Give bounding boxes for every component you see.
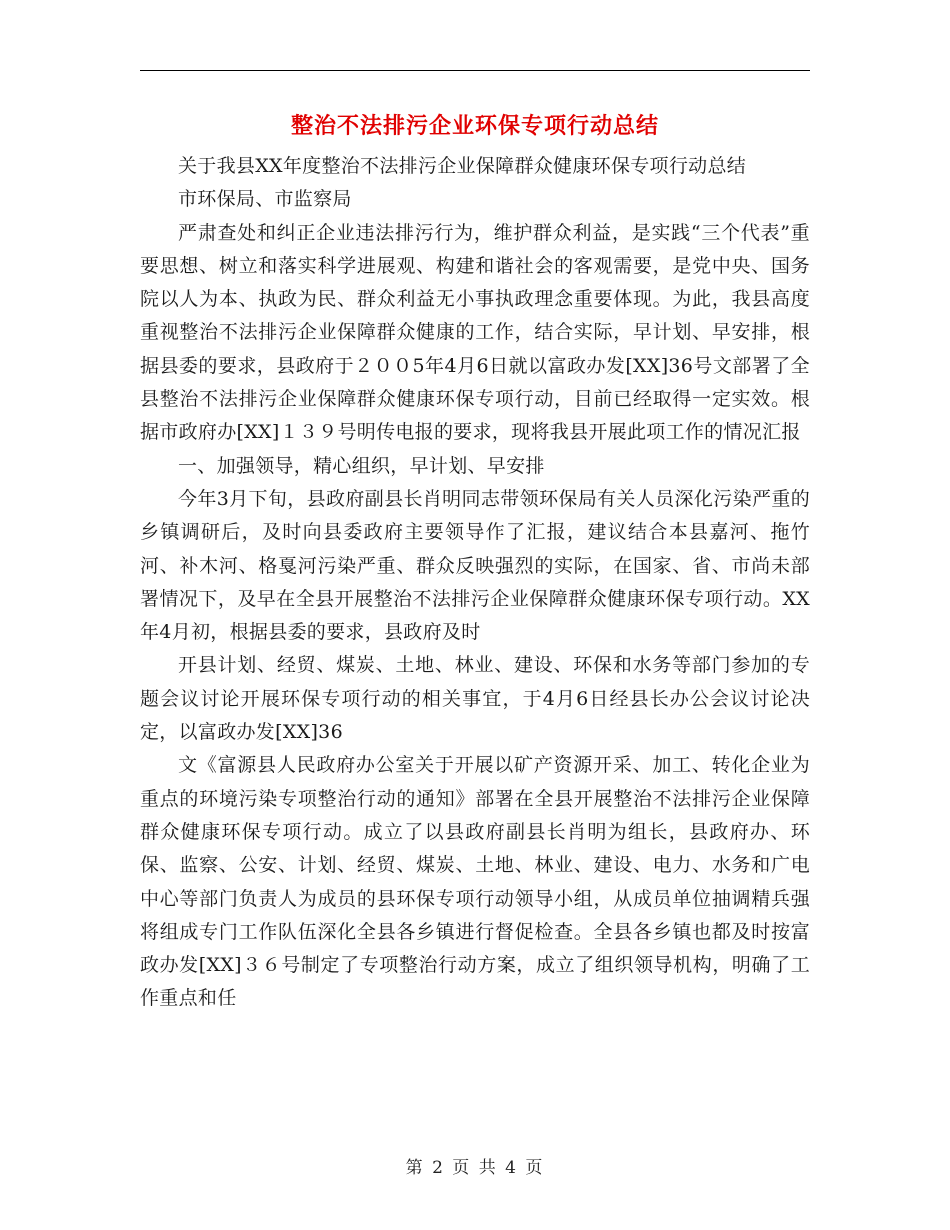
paragraph-meeting: 开县计划、经贸、煤炭、土地、林业、建设、环保和水务等部门参加的专题会议讨论开展环保专项行动的相关事宜，于4月6日经县长办公会议讨论决定，以富政办发[XX]36	[140, 654, 810, 744]
document-body	[140, 150, 810, 1016]
paragraph-recipients: 市环保局、市监察局	[178, 188, 352, 211]
section-heading-1: 一、加强领导，精心组织，早计划、早安排	[178, 454, 545, 477]
header-rule	[140, 70, 810, 71]
paragraph-notice: 文《富源县人民政府办公室关于开展以矿产资源开采、加工、转化企业为重点的环境污染专项整治行动的通知》部署在全县开展整治不法排污企业保障群众健康环保专项行动。成立了以县政府副县长肖明为组长，县政府办、环保、监察、公安、计划、经贸、煤炭、土地、林业、建设、电力、水务和广电中心等部门负责人为成员的县环保专项行动领导小组，从成员单位抽调精兵强将组成专门工作队伍深化全县各乡镇进行督促检查。全县各乡镇也都及时按富政办发[XX]３６号制定了专项整治行动方案，成立了组织领导机构，明确了工作重点和任	[140, 754, 810, 1010]
paragraph-subject: 关于我县XX年度整治不法排污企业保障群众健康环保专项行动总结	[178, 155, 747, 177]
page-number: 第 2 页 共 4 页	[405, 1158, 545, 1178]
paragraph-intro: 严肃查处和纠正企业违法排污行为，维护群众利益，是实践“三个代表”重要思想、树立和落实科学进展观、构建和谐社会的客观需要，是党中央、国务院以人为本、执政为民、群众利益无小事执政理念重要体现。为此，我县高度重视整治不法排污企业保障群众健康的工作，结合实际，早计划、早安排，根据县委的要求，县政府于２００5年4月6日就以富政办发[XX]36号文部署了全县整治不法排污企业保障群众健康环保专项行动，目前已经取得一定实效。根据市政府办[XX]１３９号明传电报的要求，现将我县开展此项工作的情况汇报	[140, 221, 810, 444]
document-title: 整治不法排污企业环保专项行动总结	[290, 113, 659, 139]
paragraph-march: 今年3月下旬，县政府副县长肖明同志带领环保局有关人员深化污染严重的乡镇调研后，及时向县委政府主要领导作了汇报，建议结合本县嘉河、拖竹河、补木河、格戛河污染严重、群众反映强烈的实际，在国家、省、市尚未部署情况下，及早在全县开展整治不法排污企业保障群众健康环保专项行动。XX年4月初，根据县委的要求，县政府及时	[140, 487, 810, 644]
